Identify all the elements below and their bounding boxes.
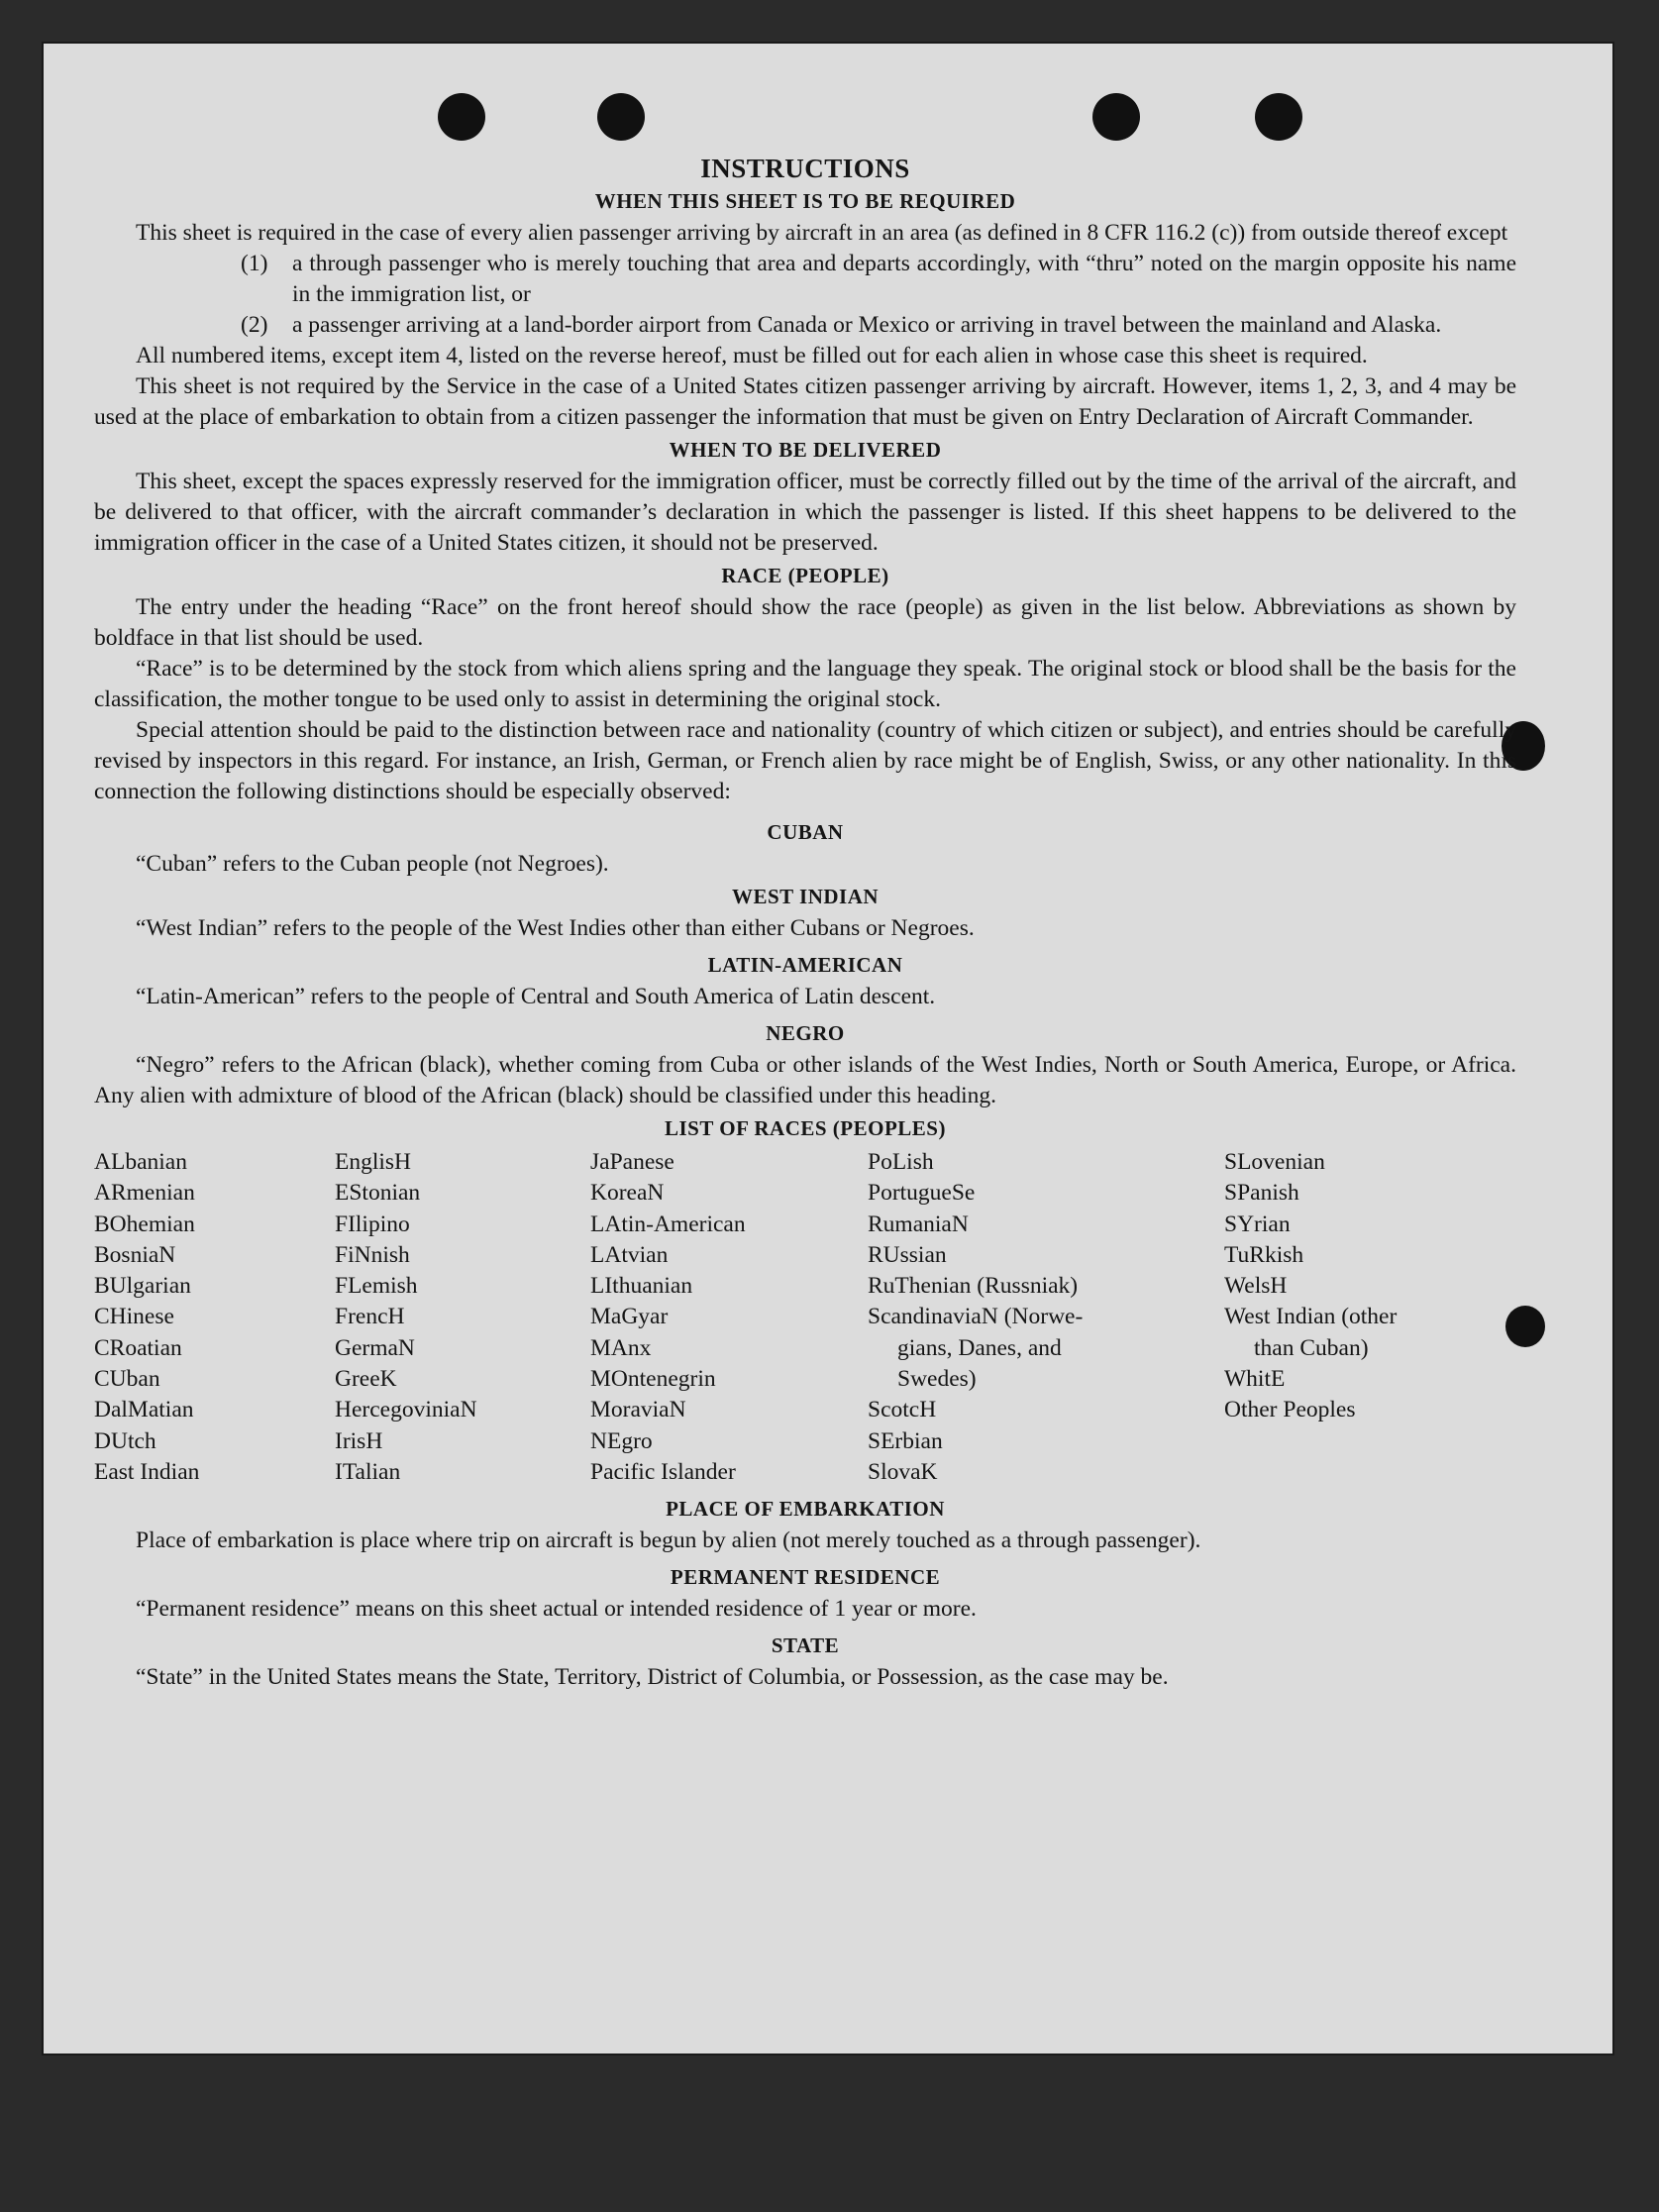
race-entry: LIthuanian bbox=[590, 1273, 693, 1300]
item-text: a through passenger who is merely touching that area and departs accordingly, with “thru” noted on the margin opposite his name in the immigration list, or bbox=[292, 251, 1516, 307]
race-entry: ScandinaviaN (Norwe- bbox=[868, 1304, 1084, 1330]
race-entry: EStonian bbox=[335, 1180, 421, 1207]
race-entry: BOhemian bbox=[94, 1211, 195, 1237]
paragraph: The entry under the heading “Race” on the front hereof should show the race (people) as given in the list below. Abbreviations as shown by boldface in that list should be used. bbox=[94, 594, 1516, 651]
race-entry: gians, Danes, and bbox=[897, 1334, 1062, 1361]
race-entry: BosniaN bbox=[94, 1241, 176, 1268]
page-title: INSTRUCTIONS bbox=[700, 154, 910, 183]
race-entry: SlovaK bbox=[868, 1458, 938, 1485]
paragraph: This sheet is not required by the Service in the case of a United States citizen passenger arriving by aircraft. However, items 1, 2, 3, and 4 may be used at the place of embarkation to obtain from a citizen passenger the information that must be given on Entry Declaration of Aircraft Commander. bbox=[94, 373, 1516, 430]
race-entry: PortugueSe bbox=[868, 1180, 976, 1207]
item-text: a passenger arriving at a land-border airport from Canada or Mexico or arriving in travel between the mainland and Alaska. bbox=[292, 312, 1442, 338]
race-entry: MOntenegrin bbox=[590, 1366, 716, 1393]
race-entry: LAtin-American bbox=[590, 1211, 746, 1237]
section-heading: LATIN-AMERICAN bbox=[707, 953, 903, 977]
punch-hole bbox=[1092, 93, 1140, 141]
race-entry: PoLish bbox=[868, 1149, 934, 1175]
paragraph: This sheet, except the spaces expressly reserved for the immigration officer, must be correctly filled out by the time of the arrival of the aircraft, and be delivered to that officer, with the aircraft commander’s declaration in which the passenger is listed. If this sheet happens to be delivered to the immigration officer in the case of a United States citizen, it should not be preserved. bbox=[94, 469, 1516, 556]
race-entry: GermaN bbox=[335, 1334, 415, 1361]
race-entry: West Indian (other bbox=[1224, 1304, 1398, 1330]
race-entry: SErbian bbox=[868, 1427, 943, 1454]
race-entry: TuRkish bbox=[1224, 1241, 1304, 1268]
instructions-content bbox=[94, 149, 1516, 1693]
race-entry: Other Peoples bbox=[1224, 1397, 1356, 1423]
paragraph: “Cuban” refers to the Cuban people (not Negroes). bbox=[136, 851, 609, 877]
section-heading: LIST OF RACES (PEOPLES) bbox=[665, 1116, 946, 1140]
race-column bbox=[94, 1147, 335, 1488]
exception-item bbox=[241, 249, 1516, 310]
race-entry: than Cuban) bbox=[1254, 1334, 1369, 1361]
section-heading: WHEN TO BE DELIVERED bbox=[669, 438, 942, 462]
race-entry: HercegoviniaN bbox=[335, 1397, 477, 1423]
race-entry: SLovenian bbox=[1224, 1149, 1325, 1175]
paragraph: Special attention should be paid to the distinction between race and nationality (country of which citizen or subject), and entries should be carefully revised by inspectors in this regard. For instance, an Irish, German, or French alien by race might be of English, Swiss, or any other nationality. In this connection the following distinctions should be especially observed: bbox=[94, 717, 1516, 804]
race-column bbox=[590, 1147, 868, 1488]
race-entry: RuThenian (Russniak) bbox=[868, 1273, 1079, 1300]
section-heading: NEGRO bbox=[766, 1021, 845, 1045]
race-entry: SYrian bbox=[1224, 1211, 1291, 1237]
race-column bbox=[1224, 1147, 1516, 1488]
race-entry: FIlipino bbox=[335, 1211, 410, 1237]
race-entry: CUban bbox=[94, 1366, 160, 1393]
race-entry: ITalian bbox=[335, 1458, 401, 1485]
race-entry: NEgro bbox=[590, 1427, 653, 1454]
race-entry: BUlgarian bbox=[94, 1273, 191, 1300]
race-entry: GreeK bbox=[335, 1366, 397, 1393]
race-entry: LAtvian bbox=[590, 1241, 669, 1268]
section-heading: RACE (PEOPLE) bbox=[721, 564, 889, 587]
race-entry: MoraviaN bbox=[590, 1397, 686, 1423]
paragraph: “Negro” refers to the African (black), whether coming from Cuba or other islands of the West Indies, North or South America, Europe, or Africa. Any alien with admixture of blood of the African (black) should be classified under this heading. bbox=[94, 1052, 1516, 1108]
race-entry: WhitE bbox=[1224, 1366, 1286, 1393]
section-heading: WHEN THIS SHEET IS TO BE REQUIRED bbox=[594, 189, 1016, 213]
paragraph: All numbered items, except item 4, listed on the reverse hereof, must be filled out for each alien in whose case this sheet is required. bbox=[136, 343, 1368, 369]
race-entry: FLemish bbox=[335, 1273, 418, 1300]
race-entry: KoreaN bbox=[590, 1180, 665, 1207]
race-entry: Swedes) bbox=[897, 1366, 977, 1393]
race-entry: RumaniaN bbox=[868, 1211, 969, 1237]
section-heading: CUBAN bbox=[767, 820, 844, 844]
item-number: (2) bbox=[241, 312, 268, 338]
race-entry: JaPanese bbox=[590, 1149, 674, 1175]
paragraph: “Race” is to be determined by the stock from which aliens spring and the language they speak. The original stock or blood shall be the basis for the classification, the mother tongue to be used only to assist in determining the original stock. bbox=[94, 656, 1516, 712]
paragraph: Place of embarkation is place where trip on aircraft is begun by alien (not merely touched as a through passenger). bbox=[136, 1527, 1201, 1554]
race-entry: DUtch bbox=[94, 1427, 156, 1454]
section-heading: PLACE OF EMBARKATION bbox=[666, 1497, 945, 1522]
race-entry: MAnx bbox=[590, 1334, 652, 1361]
race-entry: East Indian bbox=[94, 1458, 200, 1485]
race-entry: IrisH bbox=[335, 1427, 383, 1454]
race-list bbox=[94, 1147, 1516, 1488]
race-entry: ALbanian bbox=[94, 1149, 187, 1175]
section-heading: WEST INDIAN bbox=[731, 885, 880, 908]
paragraph: “Latin-American” refers to the people of Central and South America of Latin descent. bbox=[136, 984, 936, 1009]
race-column bbox=[868, 1147, 1224, 1488]
race-entry: FrencH bbox=[335, 1304, 405, 1330]
race-entry: CHinese bbox=[94, 1304, 174, 1330]
paragraph: “Permanent residence” means on this sheet actual or intended residence of 1 year or more. bbox=[136, 1596, 977, 1623]
race-entry: EnglisH bbox=[335, 1149, 412, 1175]
race-entry: WelsH bbox=[1224, 1273, 1288, 1300]
paragraph: “West Indian” refers to the people of the West Indies other than either Cubans or Negroes. bbox=[136, 915, 975, 941]
item-number: (1) bbox=[241, 251, 268, 276]
section-heading: PERMANENT RESIDENCE bbox=[670, 1565, 941, 1590]
race-entry: CRoatian bbox=[94, 1334, 182, 1361]
race-entry: FiNnish bbox=[335, 1241, 410, 1268]
race-entry: RUssian bbox=[868, 1241, 947, 1268]
section-heading: STATE bbox=[771, 1633, 840, 1658]
race-entry: SPanish bbox=[1224, 1180, 1299, 1207]
paragraph: This sheet is required in the case of every alien passenger arriving by aircraft in an area (as defined in 8 CFR 116.2 (c)) from outside thereof except bbox=[136, 220, 1508, 246]
race-entry: ARmenian bbox=[94, 1180, 195, 1207]
race-entry: MaGyar bbox=[590, 1304, 669, 1330]
race-entry: Pacific Islander bbox=[590, 1458, 736, 1485]
paragraph: “State” in the United States means the State, Territory, District of Columbia, or Possession, as the case may be. bbox=[136, 1664, 1169, 1691]
punch-hole bbox=[597, 93, 645, 141]
race-entry: ScotcH bbox=[868, 1397, 937, 1423]
punch-hole bbox=[438, 93, 485, 141]
race-entry: DalMatian bbox=[94, 1397, 194, 1423]
exception-item bbox=[241, 310, 1516, 341]
race-column bbox=[335, 1147, 590, 1488]
punch-hole bbox=[1255, 93, 1302, 141]
